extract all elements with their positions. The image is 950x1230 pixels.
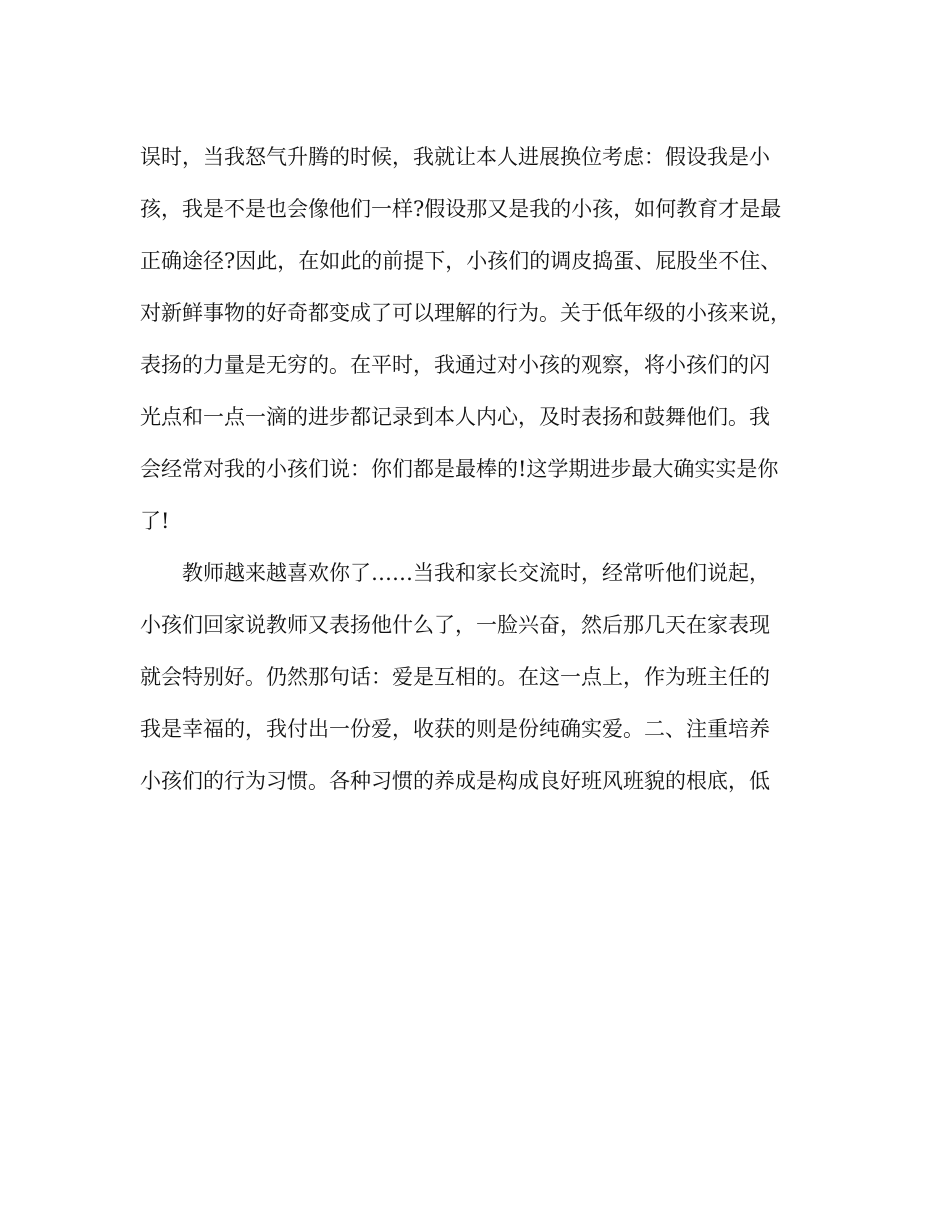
text-line: 小孩们回家说教师又表扬他什么了，一脸兴奋，然后那几天在家表现 <box>140 613 770 637</box>
text-line: 会经常对我的小孩们说：你们都是最棒的!这学期进步最大确实实是你 <box>140 457 779 481</box>
text-line: 对新鲜事物的好奇都变成了可以理解的行为。关于低年级的小孩来说， <box>140 301 791 325</box>
text-line: 正确途径?因此，在如此的前提下，小孩们的调皮捣蛋、屁股坐不住、 <box>140 249 782 273</box>
text-line: 就会特别好。仍然那句话：爱是互相的。在这一点上，作为班主任的 <box>140 665 770 689</box>
text-line: 光点和一点一滴的进步都记录到本人内心，及时表扬和鼓舞他们。我 <box>140 405 770 429</box>
text-line: 误时，当我怒气升腾的时候，我就让本人进展换位考虑：假设我是小 <box>140 145 770 169</box>
paragraph-start-line: 教师越来越喜欢你了……当我和家长交流时，经常听他们说起， <box>182 561 770 585</box>
body-text <box>140 134 808 810</box>
text-line: 表扬的力量是无穷的。在平时，我通过对小孩的观察，将小孩们的闪 <box>140 353 770 377</box>
text-line: 孩，我是不是也会像他们一样?假设那又是我的小孩，如何教育才是最 <box>140 197 782 221</box>
text-line: 我是幸福的，我付出一份爱，收获的则是份纯确实爱。二、注重培养 <box>140 717 770 741</box>
text-line: 小孩们的行为习惯。各种习惯的养成是构成良好班风班貌的根底，低 <box>140 769 770 793</box>
text-line: 了! <box>140 509 170 533</box>
